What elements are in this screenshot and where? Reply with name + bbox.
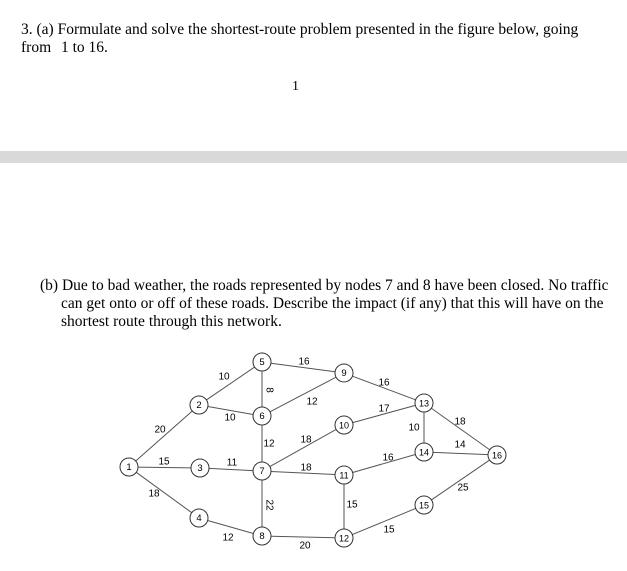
node-15 [415, 496, 433, 514]
edge-15-16 [431, 460, 489, 500]
edge-weight-12-15: 15 [383, 524, 395, 536]
node-5 [253, 353, 271, 371]
edge-weight-4-8: 12 [222, 532, 234, 544]
node-label: 5 [259, 357, 265, 368]
page-number: 1 [292, 79, 299, 94]
node-label: 12 [338, 533, 350, 544]
edge-weight-5-9: 16 [298, 356, 310, 368]
node-label: 15 [418, 500, 430, 511]
node-3 [191, 459, 209, 477]
edge-1-4 [136, 472, 191, 512]
question-b-line-2: can get onto or off of these roads. Describe the impact (if any) that this will have on the [61, 295, 604, 312]
edge-weight-9-13: 16 [378, 377, 390, 389]
node-label: 9 [341, 368, 347, 379]
edge-6-9 [270, 377, 336, 412]
edge-weight-3-7: 11 [226, 457, 238, 469]
node-6 [253, 407, 271, 425]
edge-weight-6-7: 12 [263, 438, 275, 450]
edge-weight-11-14: 16 [382, 452, 394, 464]
node-label: 2 [196, 400, 202, 411]
edge-weight-5-6: 8 [263, 387, 275, 393]
node-label: 13 [418, 398, 430, 409]
node-11 [335, 466, 353, 484]
edge-8-12 [271, 536, 335, 538]
node-label: 16 [491, 450, 503, 461]
edge-1-2 [136, 411, 193, 461]
node-12 [335, 529, 353, 547]
node-label: 7 [259, 466, 265, 477]
node-7 [253, 462, 271, 480]
node-label: 8 [259, 531, 265, 542]
node-14 [415, 443, 433, 461]
node-9 [335, 364, 353, 382]
node-10 [335, 416, 353, 434]
edge-weight-13-14: 10 [408, 422, 420, 434]
edge-14-16 [433, 452, 488, 454]
edge-weight-11-12: 15 [346, 499, 358, 511]
edge-3-7 [209, 468, 253, 470]
node-label: 3 [197, 463, 203, 474]
node-2 [190, 396, 208, 414]
edge-weight-1-2: 20 [154, 424, 166, 436]
edge-weight-13-16: 18 [454, 416, 466, 428]
question-a-line-1: 3. (a) Formulate and solve the shortest-route problem presented in the figure below, going from [21, 21, 579, 56]
edge-weight-7-8: 22 [263, 499, 275, 511]
node-label: 10 [338, 420, 350, 431]
question-b-line-3: shortest route through this network. [61, 313, 282, 330]
edge-weight-15-16: 25 [457, 482, 469, 494]
node-1 [120, 458, 138, 476]
edge-weight-7-11: 18 [300, 462, 312, 474]
edge-weight-10-13: 17 [378, 403, 390, 415]
edge-weight-14-16: 14 [454, 439, 466, 451]
question-b-line-1: (b) Due to bad weather, the roads represented by nodes 7 and 8 have been closed. No traffic [40, 277, 609, 294]
edge-weight-1-3: 15 [158, 456, 170, 468]
node-16 [488, 446, 506, 464]
node-label: 1 [126, 462, 132, 473]
edge-weight-6-9: 12 [306, 396, 318, 408]
edge-weight-2-5: 10 [218, 371, 230, 383]
node-label: 14 [418, 447, 430, 458]
edge-weight-8-12: 20 [299, 540, 311, 552]
edge-weight-2-6: 10 [224, 412, 236, 424]
edge-weight-1-4: 18 [148, 488, 160, 500]
question-a-line-2: 1 to 16. [61, 39, 108, 56]
node-label: 11 [339, 470, 349, 481]
node-13 [415, 394, 433, 412]
edge-2-5 [206, 367, 254, 400]
node-4 [190, 509, 208, 527]
node-8 [253, 527, 271, 545]
edge-weight-7-10: 18 [300, 434, 312, 446]
node-label: 4 [196, 513, 202, 524]
node-label: 6 [259, 411, 265, 422]
